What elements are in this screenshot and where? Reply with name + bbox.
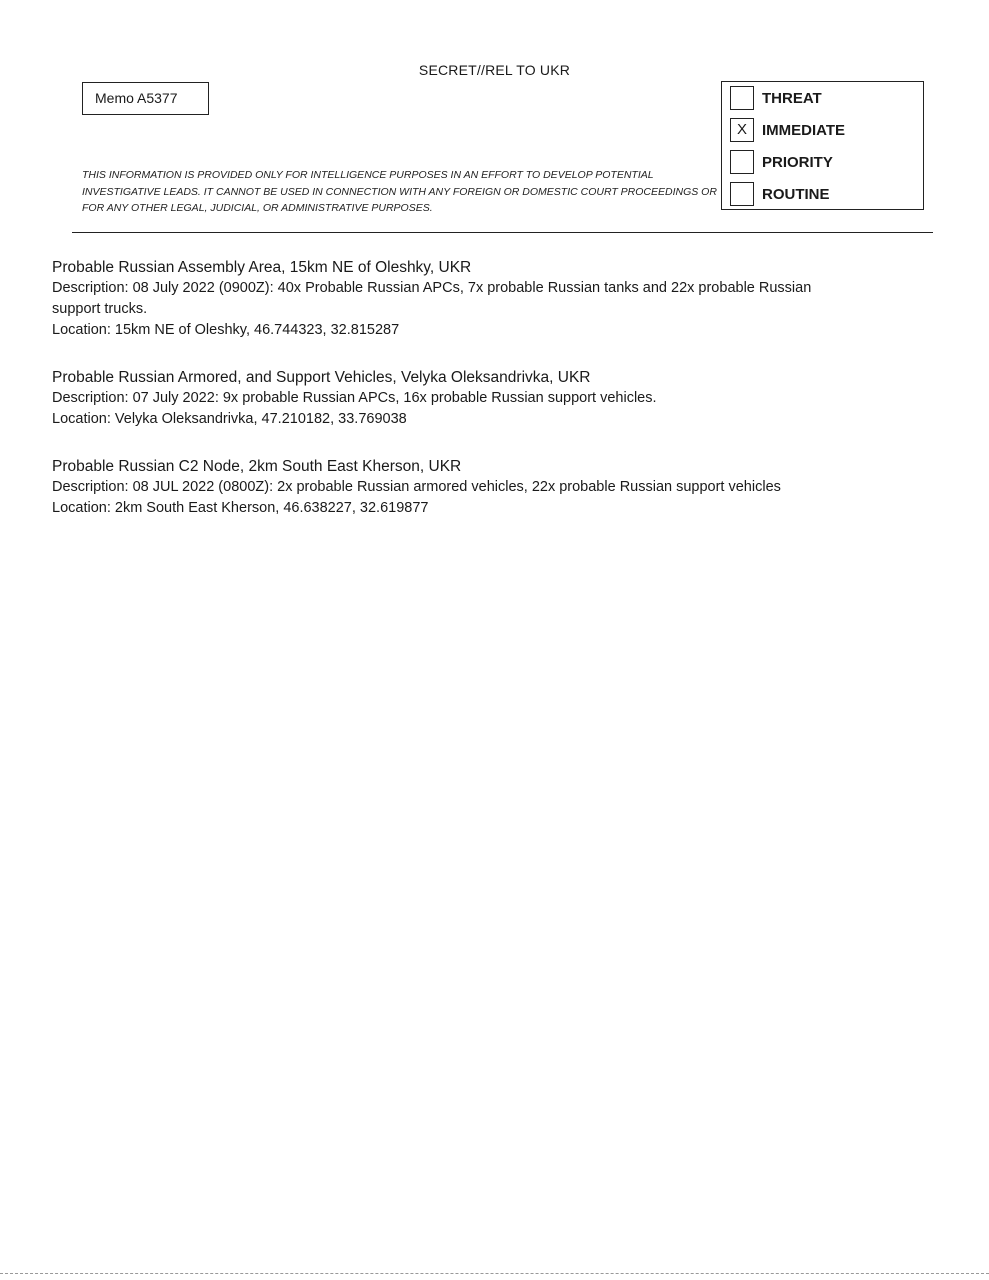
routine-checkbox (730, 182, 754, 206)
report-entry (52, 367, 852, 430)
header-divider (72, 232, 933, 233)
entry-title: Probable Russian C2 Node, 2km South East Kherson, UKR (52, 458, 462, 475)
entry-description: Description: 08 July 2022 (0900Z): 40x Probable Russian APCs, 7x probable Russian tanks and 22x probable Russian support trucks. (52, 280, 812, 317)
entry-description: Description: 07 July 2022: 9x probable Russian APCs, 16x probable Russian support vehicles. (52, 390, 657, 406)
immediate-label: IMMEDIATE (762, 121, 846, 139)
priority-box (721, 81, 924, 210)
priority-label: PRIORITY (762, 153, 833, 171)
classification-marking: SECRET//REL TO UKR (418, 62, 571, 78)
entry-location: Location: 15km NE of Oleshky, 46.744323, 32.815287 (52, 322, 400, 338)
disclaimer-text: THIS INFORMATION IS PROVIDED ONLY FOR INTELLIGENCE PURPOSES IN AN EFFORT TO DEVELOP POTENTIAL INVESTIGATIVE LEADS. IT CANNOT BE USED IN CONNECTION WITH ANY FOREIGN OR DOMESTIC COURT PROCEEDINGS OR FOR ANY OTHER LEGAL, JUDICIAL, OR ADMINISTRATIVE PURPOSES. (82, 169, 717, 214)
entry-location: Location: 2km South East Kherson, 46.638227, 32.619877 (52, 500, 429, 516)
entry-description: Description: 08 JUL 2022 (0800Z): 2x probable Russian armored vehicles, 22x probable Russian support vehicles (52, 479, 781, 495)
report-entries (52, 257, 852, 545)
immediate-checkbox: X (730, 118, 754, 142)
threat-checkbox (730, 86, 754, 110)
entry-location: Location: Velyka Oleksandrivka, 47.210182, 33.769038 (52, 411, 407, 427)
routine-label: ROUTINE (762, 185, 830, 203)
priority-checkbox (730, 150, 754, 174)
memo-id-box: Memo A5377 (82, 82, 209, 115)
priority-option-immediate (730, 117, 845, 143)
threat-label: THREAT (762, 89, 822, 107)
report-entry (52, 257, 852, 341)
entry-title: Probable Russian Assembly Area, 15km NE of Oleshky, UKR (52, 259, 472, 276)
entry-title: Probable Russian Armored, and Support Vehicles, Velyka Oleksandrivka, UKR (52, 369, 591, 386)
priority-option-routine (730, 181, 830, 207)
scan-edge-line (0, 1273, 989, 1274)
priority-option-priority (730, 149, 833, 175)
priority-option-threat (730, 85, 822, 111)
report-entry (52, 456, 852, 519)
